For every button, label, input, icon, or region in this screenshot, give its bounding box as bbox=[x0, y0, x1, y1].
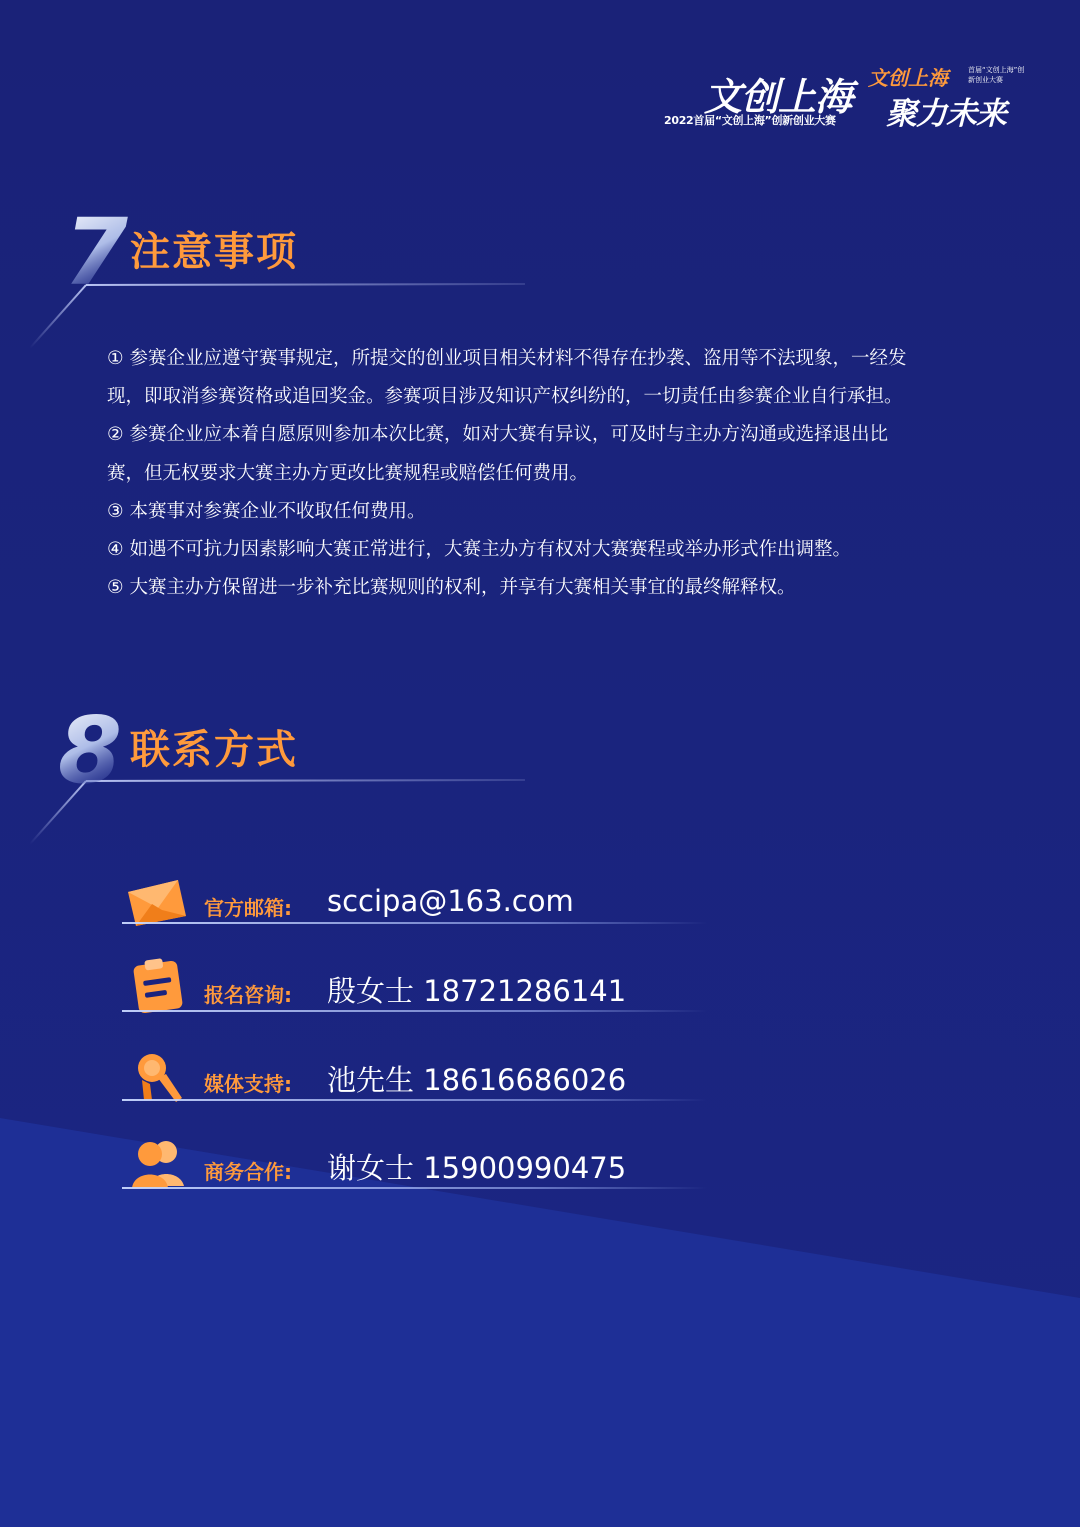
section-8-title: 联系方式 bbox=[130, 727, 298, 773]
contest-logo-title: 文创上海 bbox=[704, 75, 853, 119]
notice-line: ① 参赛企业应遵守赛事规定，所提交的创业项目相关材料不得存在抄袭、盗用等不法现象，一经发 bbox=[107, 348, 907, 369]
contact-label: 报名咨询: bbox=[204, 983, 292, 1007]
section-8-header bbox=[30, 698, 550, 848]
contact-divider bbox=[122, 1010, 707, 1012]
contact-divider bbox=[122, 1099, 707, 1101]
contact-value: sccipa@163.com bbox=[327, 884, 574, 918]
contact-email bbox=[122, 872, 707, 932]
contact-value: 谢女士 15900990475 bbox=[327, 1151, 627, 1185]
people-icon bbox=[122, 1134, 198, 1194]
notice-line: ⑤ 大赛主办方保留进一步补充比赛规则的权利，并享有大赛相关事宜的最终解释权。 bbox=[107, 577, 796, 599]
notice-line: ③ 本赛事对参赛企业不收取任何费用。 bbox=[107, 500, 426, 522]
contact-business bbox=[122, 1134, 707, 1194]
contact-registration bbox=[122, 957, 707, 1017]
slogan-logo-small: 首届“文创上海”创新创业大赛 bbox=[968, 66, 1025, 84]
section-7-header bbox=[30, 200, 550, 350]
contact-divider bbox=[122, 1187, 707, 1189]
notice-line: ② 参赛企业应本着自愿原则参加本次比赛，如对大赛有异议，可及时与主办方沟通或选择退出比 bbox=[107, 424, 888, 446]
contact-value: 池先生 18616686026 bbox=[327, 1063, 627, 1097]
slogan-logo-top: 文创上海 bbox=[868, 66, 948, 90]
contact-label: 官方邮箱: bbox=[204, 896, 292, 920]
slogan-logo-bottom: 聚力未来 bbox=[886, 96, 1006, 132]
svg-text:7: 7 bbox=[64, 200, 129, 300]
section-7-title: 注意事项 bbox=[130, 229, 298, 275]
contact-media bbox=[122, 1046, 707, 1106]
microphone-icon bbox=[122, 1046, 198, 1106]
contest-logo bbox=[660, 66, 853, 128]
contest-logo-subtitle: 2022首届“文创上海”创新创业大赛 bbox=[664, 114, 836, 127]
contact-label: 媒体支持: bbox=[204, 1072, 292, 1096]
slogan-logo bbox=[866, 62, 1026, 132]
notice-line: 现，即取消参赛资格或追回奖金。参赛项目涉及知识产权纠纷的，一切责任由参赛企业自行承担。 bbox=[107, 386, 903, 408]
notice-line: 赛，但无权要求大赛主办方更改比赛规程或赔偿任何费用。 bbox=[107, 462, 589, 484]
clipboard-icon bbox=[122, 957, 198, 1017]
notice-list bbox=[107, 340, 987, 607]
notice-line: ④ 如遇不可抗力因素影响大赛正常进行，大赛主办方有权对大赛赛程或举办形式作出调整。 bbox=[107, 539, 851, 561]
contact-label: 商务合作: bbox=[204, 1160, 292, 1184]
svg-text:8: 8 bbox=[58, 698, 123, 798]
contact-value: 殷女士 18721286141 bbox=[327, 974, 627, 1008]
contact-divider bbox=[122, 922, 707, 924]
